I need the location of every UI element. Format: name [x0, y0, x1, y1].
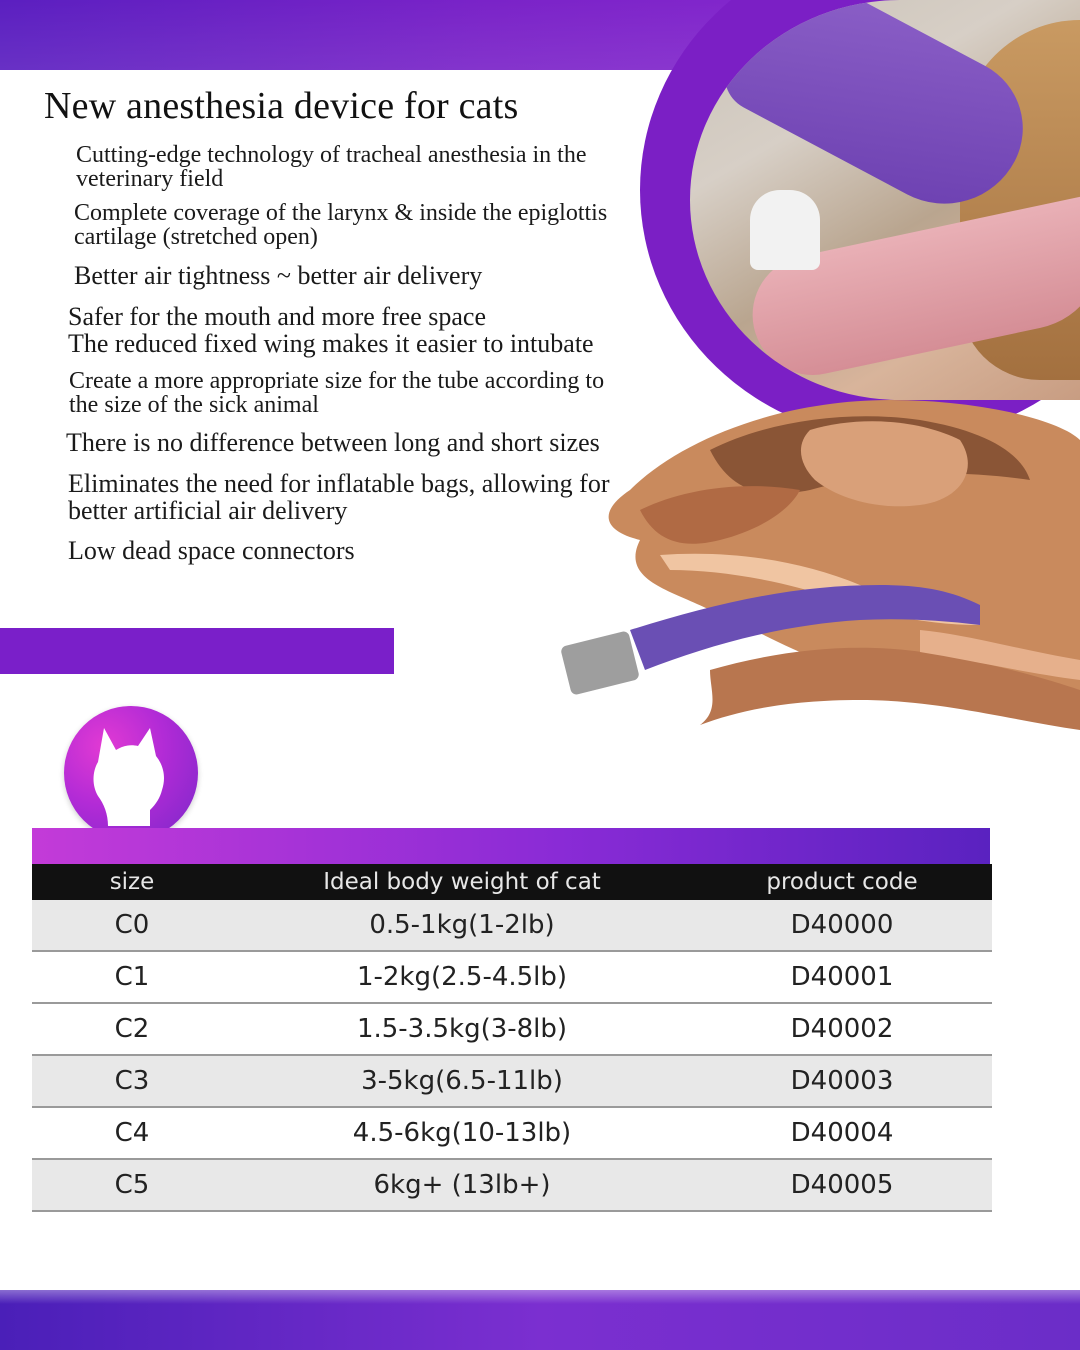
- cell-size: C4: [114, 1118, 150, 1148]
- cell-code: D40004: [790, 1118, 894, 1148]
- header-weight: Ideal body weight of cat: [323, 869, 601, 895]
- photo-white-vial: [750, 190, 820, 270]
- table-row: [32, 1108, 992, 1160]
- feature-4: Safer for the mouth and more free space The reduced fixed wing makes it easier to intubate: [68, 302, 594, 358]
- bottom-purple-band: [0, 1290, 1080, 1350]
- feature-3: Better air tightness ~ better air delivery: [74, 261, 483, 290]
- feature-8: Low dead space connectors: [68, 536, 355, 565]
- cell-weight: 1-2kg(2.5-4.5lb): [356, 962, 568, 992]
- cell-code: D40000: [790, 910, 894, 940]
- cell-code: D40005: [790, 1170, 894, 1200]
- table-header: [32, 864, 992, 900]
- table-row: [32, 952, 992, 1004]
- cat-silhouette-icon: [64, 706, 198, 840]
- cat-badge: [64, 706, 198, 840]
- header-code: product code: [766, 869, 918, 895]
- table-row: [32, 1056, 992, 1108]
- cell-weight: 6kg+ (13lb+): [373, 1170, 551, 1200]
- cell-code: D40002: [790, 1014, 894, 1044]
- table-row: [32, 1004, 992, 1056]
- feature-6: There is no difference between long and short sizes: [66, 428, 600, 457]
- cell-weight: 4.5-6kg(10-13lb): [352, 1118, 572, 1148]
- page-title: New anesthesia device for cats: [44, 85, 519, 127]
- table-row: [32, 1160, 992, 1212]
- cell-code: D40003: [790, 1066, 894, 1096]
- feature-5: Create a more appropriate size for the tube according to the size of the sick animal: [69, 368, 605, 418]
- mid-purple-bar: [0, 628, 394, 674]
- cell-size: C3: [114, 1066, 150, 1096]
- cell-weight: 1.5-3.5kg(3-8lb): [356, 1014, 568, 1044]
- table-row: [32, 900, 992, 952]
- size-table: [32, 864, 992, 1212]
- cell-size: C0: [114, 910, 150, 940]
- header-size: size: [109, 869, 155, 895]
- cell-code: D40001: [790, 962, 894, 992]
- table-top-bar: [32, 828, 990, 864]
- feature-7: Eliminates the need for inflatable bags, allowing for better artificial air delivery: [68, 469, 610, 525]
- feature-2: Complete coverage of the larynx & inside the epiglottis cartilage (stretched open): [74, 200, 608, 250]
- feature-1: Cutting-edge technology of tracheal anesthesia in the veterinary field: [76, 142, 587, 192]
- cell-weight: 3-5kg(6.5-11lb): [361, 1066, 563, 1096]
- cell-size: C2: [114, 1014, 150, 1044]
- cell-size: C1: [114, 962, 150, 992]
- cell-size: C5: [114, 1170, 150, 1200]
- anatomy-tube-connector: [560, 630, 640, 695]
- cell-weight: 0.5-1kg(1-2lb): [369, 910, 555, 940]
- anatomy-illustration: [560, 380, 1080, 760]
